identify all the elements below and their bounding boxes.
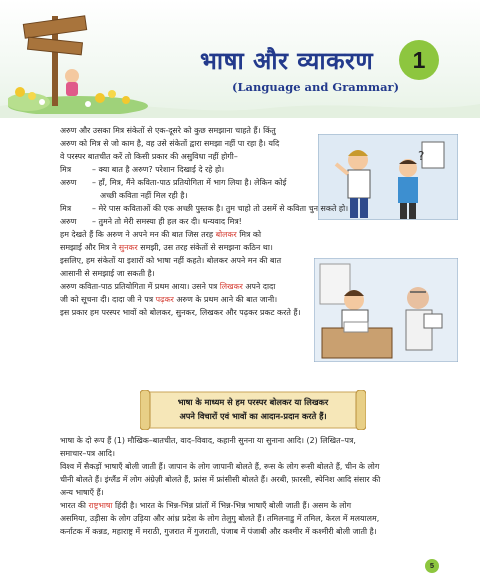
text-line: अन्य भाषाएँ हैं। [60, 488, 104, 497]
highlight-word: लिखकर [219, 282, 243, 291]
highlight-word: राष्ट्रभाषा [88, 501, 113, 510]
highlight-word: सुनकर [118, 243, 138, 252]
page-number: 5 [425, 559, 439, 573]
dialogue-line [60, 176, 308, 189]
svg-text:?: ? [418, 149, 425, 163]
paragraph-indian-languages [60, 499, 460, 538]
callout-line: अपने विचारों एवं भावों का आदान-प्रदान करते हैं। [179, 411, 327, 421]
dialogue-line [60, 163, 308, 176]
dialogue-speaker: मित्र [60, 165, 72, 174]
text-line: अरुण कविता-पाठ प्रतियोगिता में प्रथम आया। उसने पत्र लिखकर अपने दादा [60, 282, 276, 291]
lower-text [60, 434, 460, 538]
chapter-subtitle: (Language and Grammar) [232, 80, 400, 94]
definition-callout [140, 390, 366, 430]
chapter-number-badge: 1 [399, 40, 439, 80]
paragraph-world-languages [60, 460, 460, 499]
intro-line: अरुण और उसका मित्र संकेतों से एक-दूसरे को कुछ समझाना चाहते हैं। किंतु [60, 126, 276, 135]
text-line: जी को सूचना दी। दादा जी ने पत्र पढ़कर अरुण के प्रथम आने की बात जानी। [60, 295, 278, 304]
dialogue-speaker: अरुण [60, 178, 77, 187]
highlight-word: पढ़कर [155, 295, 174, 304]
text-line: इस प्रकार हम परस्पर भावों को बोलकर, सुनकर, लिखकर और पढ़कर प्रकट करते हैं। [60, 308, 301, 317]
text-line: हम देखते हैं कि अरुण ने अपने मन की बात जिस तरह बोलकर मित्र को [60, 230, 261, 239]
text-line: समाचार–पत्र आदि। [60, 449, 115, 458]
text-line: विश्व में सैकड़ों भाषाएँ बोली जाती हैं। जापान के लोग जापानी बोलते हैं, रूस के लोग रूसी बोलते हैं, चीन के लोग [60, 462, 380, 471]
intro-paragraph [60, 124, 308, 163]
text-line: चीनी बोलते हैं। इंग्लैंड में लोग अंग्रेज़ी बोलते हैं, फ्रांस में फ्रांसीसी बोलते हैं। अरबी, फ़ारसी, स्पेनिश आदि संसार की [60, 475, 381, 484]
intro-line: वे परस्पर बातचीत करें तो किसी प्रकार की असुविधा नहीं होगी– [60, 152, 238, 161]
dialogue-text: – मेरे पास कविताओं की एक अच्छी पुस्तक है। तुम चाहो तो उसमें से कविता चुन सकते हो। [92, 204, 349, 213]
paragraph-writing [60, 280, 460, 319]
text-line: कर्नाटक में कन्नड, महाराष्ट्र में मराठी, गुजरात में गुजराती, पंजाब में पंजाबी और कश्मीर में कश्मीरी बोली जाती है। [60, 527, 377, 536]
scroll-background [140, 390, 366, 430]
highlight-word: बोलकर [215, 230, 237, 239]
dialogue-text: – तुमने तो मेरी समस्या ही हल कर दी। धन्यवाद मित्र! [92, 217, 242, 226]
callout-line: भाषा के माध्यम से हम परस्पर बोलकर या लिखकर [177, 397, 329, 407]
dialogue-text: – क्या बात है अरुण? परेशान दिखाई दे रहे हो। [92, 165, 225, 174]
dialogue-continuation: अच्छी कविता नहीं मिल रही है। [100, 191, 188, 200]
text-line: भाषा के दो रूप हैं (1) मौखिक–बातचीत, वाद–विवाद, कहानी सुनना या सुनाना आदि। (2) लिखित–पत्र, [60, 436, 356, 445]
dialogue-speaker: अरुण [60, 217, 77, 226]
text-line: भारत की राष्ट्रभाषा हिंदी है। भारत के भिन्न-भिन्न प्रांतों में भिन्न-भिन्न भाषाएँ बोली जाती हैं। असम के लोग [60, 501, 352, 510]
paragraph-speaking [60, 228, 308, 280]
body-text [60, 124, 460, 319]
dialogue-text: – हाँ, मित्र, मैंने कविता-पाठ प्रतियोगिता में भाग लिया है। लेकिन कोई [92, 178, 287, 187]
text-line: इसलिए, हम संकेतों या इशारों को भाषा नहीं कहते। बोलकर अपने मन की बात [60, 256, 282, 265]
intro-line: अरुण को मित्र से जो काम है, वह उसे संकेतों द्वारा समझा नहीं पा रहा है। यदि [60, 139, 280, 148]
signpost-illustration [8, 2, 158, 114]
dialogue-line [60, 215, 308, 228]
dialogue-speaker: मित्र [60, 204, 72, 213]
text-line: आसानी से समझाई जा सकती है। [60, 269, 155, 278]
chapter-title: भाषा और व्याकरण [200, 47, 374, 75]
dialogue-line [60, 202, 460, 215]
text-line: असमिया, उड़ीसा के लोग उड़िया और आंध्र प्रदेश के लोग तेलुगु बोलते हैं। तमिलनाडु में तमिल, केरल में मलयालम, [60, 514, 380, 523]
paragraph-forms [60, 434, 460, 460]
chapter-header [0, 0, 480, 118]
text-line: समझाई और मित्र ने सुनकर समझी, उस तरह संकेतों से समझना कठिन था। [60, 243, 273, 252]
